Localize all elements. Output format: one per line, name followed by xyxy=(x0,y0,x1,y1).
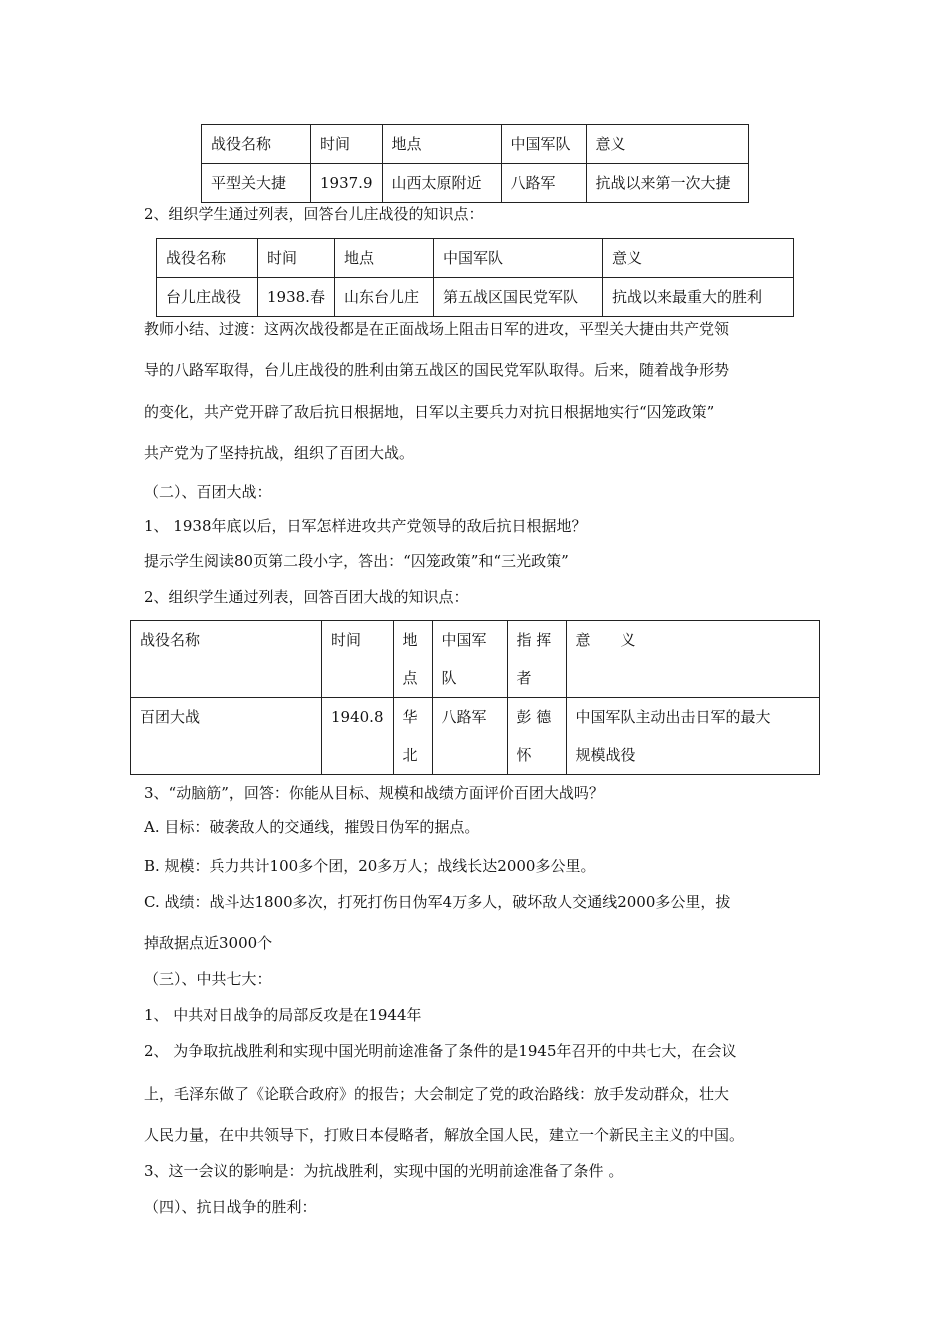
table-row xyxy=(131,698,820,775)
table-cell: 彭 德 怀 xyxy=(507,698,566,775)
paragraph-1: 1、 中共对日战争的局部反攻是在1944年 xyxy=(144,1006,422,1024)
header-cell: 意义 xyxy=(602,239,793,278)
question-3: 3、“动脑筋”，回答：你能从目标、规模和战绩方面评价百团大战吗？ xyxy=(144,784,604,802)
paragraph-3: 3、这一会议的影响是：为抗战胜利，实现中国的光明前途准备了条件 。 xyxy=(144,1162,624,1180)
summary-line: 教师小结、过渡：这两次战役都是在正面战场上阻击日军的进攻，平型关大捷由共产党领 xyxy=(144,320,730,338)
table-pingxingguan xyxy=(201,124,749,203)
question-1: 1、 1938年底以后，日军怎样进攻共产党领导的敌后抗日根据地？ xyxy=(144,517,587,535)
table-row xyxy=(157,278,794,317)
header-cell: 地点 xyxy=(334,239,433,278)
table-header-row xyxy=(131,621,820,698)
table-cell: 中国军队主动出击日军的最大 规模战役 xyxy=(566,698,820,775)
section-heading: （二）、百团大战： xyxy=(144,483,272,501)
table-cell: 华 北 xyxy=(393,698,432,775)
table-cell: 山东台儿庄 xyxy=(334,278,433,317)
paragraph-2: 2、 为争取抗战胜利和实现中国光明前途准备了条件的是1945年召开的中共七大，在会议 xyxy=(144,1042,737,1060)
header-cell: 战役名称 xyxy=(157,239,258,278)
table-cell: 抗战以来第一次大捷 xyxy=(586,164,749,203)
header-cell: 时间 xyxy=(322,621,394,698)
header-cell: 中国军队 xyxy=(433,239,602,278)
header-cell: 时间 xyxy=(258,239,335,278)
table-header-row xyxy=(202,125,749,164)
section-heading: （四）、抗日战争的胜利： xyxy=(144,1198,317,1216)
summary-line: 共产党为了坚持抗战，组织了百团大战。 xyxy=(144,444,415,462)
header-cell: 意 义 xyxy=(566,621,820,698)
header-cell: 中国军队 xyxy=(501,125,586,164)
table-cell: 百团大战 xyxy=(131,698,322,775)
hint-line: 提示学生阅读80页第二段小字，答出：“囚笼政策”和“三光政策” xyxy=(144,552,569,570)
paragraph-2-cont: 人民力量，在中共领导下，打败日本侵略者，解放全国人民，建立一个新民主主义的中国。 xyxy=(144,1126,745,1144)
table-baituan xyxy=(130,620,820,775)
table-cell: 抗战以来最重大的胜利 xyxy=(602,278,793,317)
table-taierzhuang xyxy=(156,238,794,317)
header-cell: 意义 xyxy=(586,125,749,164)
table-header-row xyxy=(157,239,794,278)
summary-line: 导的八路军取得，台儿庄战役的胜利由第五战区的国民党军队取得。后来，随着战争形势 xyxy=(144,361,730,379)
table-row xyxy=(202,164,749,203)
table-cell: 八路军 xyxy=(501,164,586,203)
header-cell: 指 挥 者 xyxy=(507,621,566,698)
table-cell: 第五战区国民党军队 xyxy=(433,278,602,317)
table-cell: 1937.9 xyxy=(311,164,383,203)
table-cell: 台儿庄战役 xyxy=(157,278,258,317)
answer-c: C. 战绩：战斗达1800多次，打死打伤日伪军4万多人，破坏敌人交通线2000多公里，拔 xyxy=(144,893,731,911)
section-heading: （三）、中共七大： xyxy=(144,970,272,988)
header-cell: 战役名称 xyxy=(131,621,322,698)
table-cell: 山西太原附近 xyxy=(382,164,501,203)
header-cell: 地点 xyxy=(382,125,501,164)
answer-a: A. 目标：破袭敌人的交通线，摧毁日伪军的据点。 xyxy=(144,818,480,836)
header-cell: 中国军 队 xyxy=(432,621,507,698)
header-cell: 时间 xyxy=(311,125,383,164)
answer-b: B. 规模：兵力共计100多个团，20多万人；战线长达2000多公里。 xyxy=(144,857,596,875)
header-cell: 地 点 xyxy=(393,621,432,698)
table-cell: 1940.8 xyxy=(322,698,394,775)
question-2-baituan: 2、组织学生通过列表，回答百团大战的知识点： xyxy=(144,588,469,606)
table-cell: 平型关大捷 xyxy=(202,164,311,203)
table-cell: 八路军 xyxy=(432,698,507,775)
table-cell: 1938.春 xyxy=(258,278,335,317)
summary-line: 的变化，共产党开辟了敌后抗日根据地，日军以主要兵力对抗日根据地实行“囚笼政策” xyxy=(144,403,715,421)
question-2-taierzhuang: 2、组织学生通过列表，回答台儿庄战役的知识点： xyxy=(144,205,484,223)
header-cell: 战役名称 xyxy=(202,125,311,164)
answer-c-cont: 掉敌据点近3000个 xyxy=(144,934,273,952)
paragraph-2-cont: 上，毛泽东做了《论联合政府》的报告；大会制定了党的政治路线：放手发动群众，壮大 xyxy=(144,1085,730,1103)
